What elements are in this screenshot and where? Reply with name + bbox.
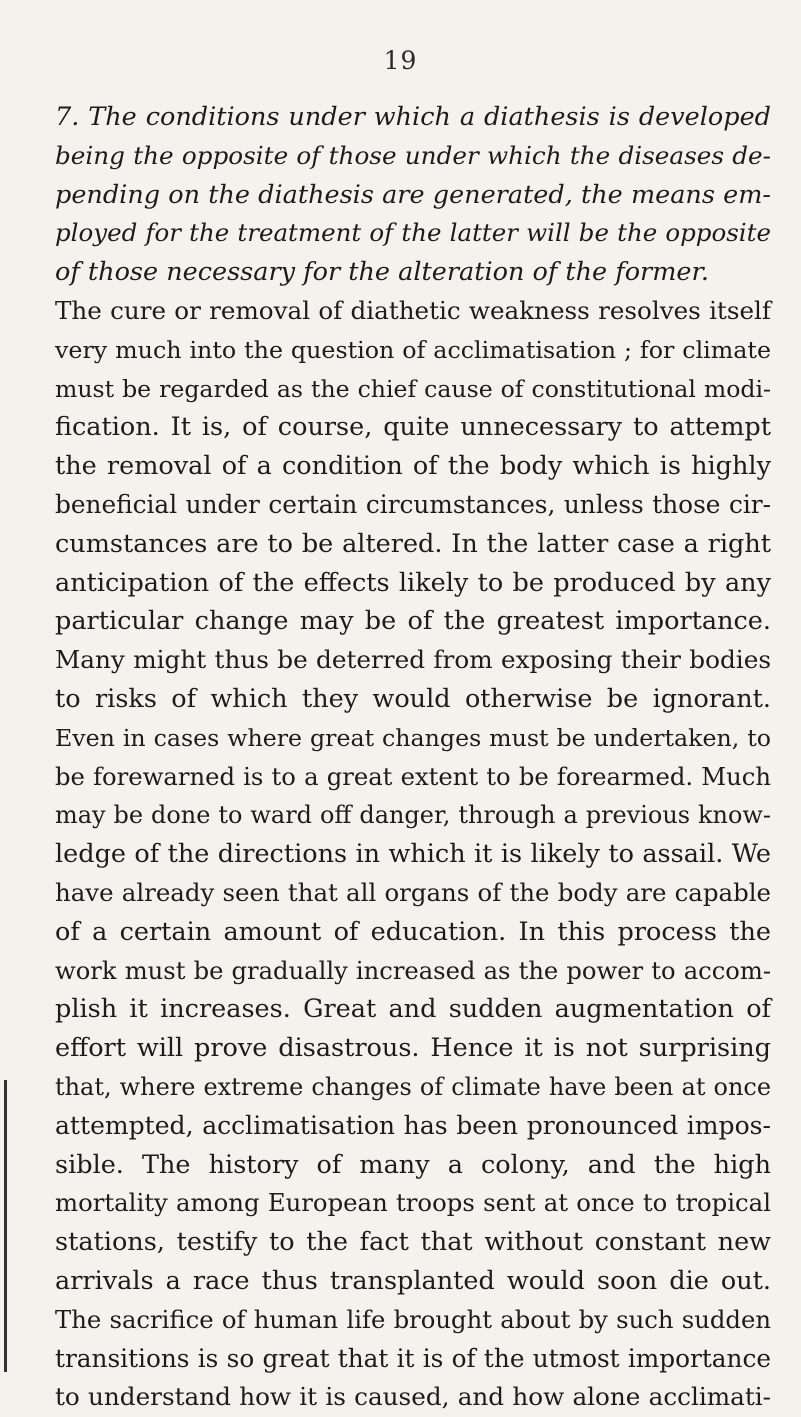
- text-line: of a certain amount of education. In this process the: [55, 916, 771, 947]
- text-line: may be done to ward off danger, through a previous know-: [55, 801, 771, 830]
- text-line: be forewarned is to a great extent to be forearmed. Much: [55, 761, 771, 791]
- text-line: to understand how it is caused, and how alone acclimati-: [55, 1382, 771, 1412]
- text-line: that, where extreme changes of climate have been at once: [55, 1072, 771, 1101]
- text-line: being the opposite of those under which the diseases de-: [55, 140, 771, 170]
- text-line: particular change may be of the greatest importance.: [55, 606, 771, 637]
- text-line: 7. The conditions under which a diathesis is developed: [55, 102, 771, 132]
- text-line: to risks of which they would otherwise be ignorant.: [55, 683, 771, 714]
- text-line: work must be gradually increased as the power to accom-: [55, 956, 771, 985]
- page-number: 19: [383, 46, 418, 75]
- text-line: attempted, acclimatisation has been pronounced impos-: [55, 1110, 771, 1140]
- text-line: very much into the question of acclimatisation ; for climate: [55, 335, 771, 364]
- text-line: sible. The history of many a colony, and the high: [55, 1149, 771, 1180]
- page-edge-rule: [4, 1080, 7, 1372]
- body-text: [55, 98, 771, 1417]
- text-line: pending on the diathesis are generated, the means em-: [55, 179, 771, 210]
- text-line: the removal of a condition of the body which is highly: [55, 451, 771, 482]
- text-line: The cure or removal of diathetic weakness resolves itself: [55, 295, 771, 325]
- text-line: must be regarded as the chief cause of constitutional modi-: [55, 374, 771, 403]
- text-line: ployed for the treatment of the latter will be the opposite: [55, 218, 771, 248]
- text-line: arrivals a race thus transplanted would soon die out.: [55, 1265, 771, 1296]
- text-line: mortality among European troops sent at once to tropical: [55, 1188, 771, 1218]
- text-line: beneficial under certain circumstances, unless those cir-: [55, 489, 771, 519]
- text-line: effort will prove disastrous. Hence it is not surprising: [55, 1033, 771, 1064]
- text-line: of those necessary for the alteration of the former.: [55, 257, 709, 288]
- text-line: Many might thus be deterred from exposing their bodies: [55, 645, 771, 675]
- text-line: have already seen that all organs of the body are capable: [55, 877, 771, 907]
- text-line: fication. It is, of course, quite unnecessary to attempt: [55, 412, 771, 443]
- text-line: transitions is so great that it is of the utmost importance: [55, 1343, 771, 1373]
- text-line: plish it increases. Great and sudden augmentation of: [55, 994, 771, 1025]
- text-line: ledge of the directions in which it is likely to assail. We: [55, 839, 771, 870]
- text-line: Even in cases where great changes must be undertaken, to: [55, 723, 771, 752]
- text-line: anticipation of the effects likely to be produced by any: [55, 567, 771, 598]
- text-line: cumstances are to be altered. In the latter case a right: [55, 528, 771, 559]
- text-line: The sacrifice of human life brought about by such sudden: [55, 1304, 771, 1334]
- text-line: stations, testify to the fact that without constant new: [55, 1227, 771, 1258]
